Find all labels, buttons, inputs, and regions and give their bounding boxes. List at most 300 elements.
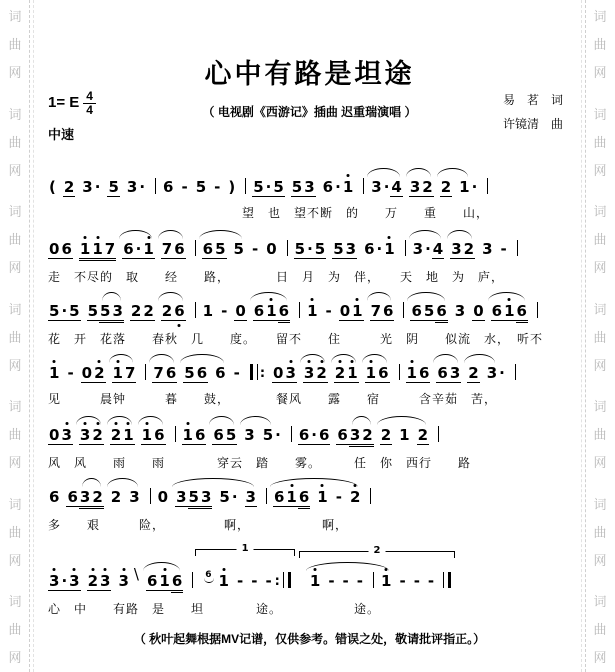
- note: ·: [61, 572, 68, 590]
- note: 3: [285, 364, 296, 382]
- note: 2: [380, 426, 392, 444]
- note: 3: [303, 364, 315, 382]
- watermark-char: 网: [593, 65, 607, 80]
- note: 3: [371, 178, 382, 196]
- note: 6: [146, 572, 158, 590]
- note: 5: [253, 178, 264, 196]
- lyrics-line: 风 风 雨 雨 穿云 踏 雾。 任 你 西行 路: [48, 456, 472, 470]
- note: 1: [49, 364, 60, 382]
- watermark-text: [593, 104, 606, 179]
- note: -: [413, 572, 420, 590]
- note: 3: [486, 364, 498, 382]
- song-title: 心中有路是坦途: [204, 59, 415, 89]
- note: -: [356, 572, 364, 590]
- score-line: [42, 290, 577, 352]
- note: 6: [298, 489, 310, 509]
- note: 6: [516, 303, 528, 323]
- note: 5: [49, 302, 60, 320]
- notes-row: [42, 352, 577, 383]
- watermark-char: 词: [8, 496, 22, 512]
- watermark-text: [8, 104, 21, 179]
- volta-label: 1: [237, 543, 254, 554]
- slur-arc: [364, 178, 403, 197]
- note: 7: [370, 302, 382, 320]
- watermark-text: [593, 6, 606, 81]
- slur-arc: [237, 426, 274, 444]
- note: 1: [123, 426, 134, 444]
- note: 1: [365, 364, 377, 382]
- watermark-text: [8, 591, 21, 666]
- score: [42, 166, 577, 616]
- note: 5: [195, 178, 207, 196]
- notes-row: [42, 543, 577, 593]
- barline: [517, 240, 518, 256]
- notes-row: [42, 290, 577, 323]
- note: 1: [317, 488, 328, 506]
- note: 7: [124, 364, 136, 382]
- note: 6: [378, 364, 389, 382]
- note: 3: [482, 240, 493, 258]
- note: ·: [471, 178, 478, 196]
- note: 3: [69, 572, 80, 590]
- note: 6: [278, 303, 290, 323]
- barline: [438, 426, 439, 442]
- note: 6: [194, 426, 206, 444]
- barline: [537, 302, 538, 318]
- note: ·: [231, 488, 238, 506]
- score-line: [42, 352, 577, 414]
- volta-label: 2: [369, 545, 386, 556]
- note: 6: [67, 488, 78, 506]
- watermark-char: 网: [593, 552, 607, 568]
- note: 5: [273, 178, 284, 196]
- note: -: [335, 488, 342, 506]
- time-signature-numerator: 4: [83, 90, 96, 104]
- note: 6: [383, 302, 394, 320]
- slur-arc: [73, 426, 104, 445]
- note: ·: [139, 178, 146, 196]
- note: 2: [468, 364, 479, 382]
- note: 2: [417, 426, 429, 444]
- slur-arc: [177, 364, 226, 383]
- watermark-text: [593, 494, 606, 569]
- transcription-note: （ 秋叶起舞根据MV记谱，仅供参考。错误之处，敬请批评指正。）: [133, 632, 486, 646]
- watermark-char: 词: [8, 301, 22, 317]
- barline: [155, 178, 156, 194]
- watermark-char: 曲: [8, 524, 22, 540]
- watermark-char: 曲: [593, 37, 607, 52]
- watermark-char: 曲: [8, 329, 22, 345]
- note: 6: [411, 302, 422, 320]
- note: 1: [352, 302, 363, 320]
- note: 1: [307, 302, 318, 320]
- note: 5: [233, 240, 244, 258]
- note: 6: [322, 178, 334, 196]
- note: 2: [316, 364, 327, 382]
- barline: [245, 178, 246, 194]
- note: 2: [91, 489, 103, 509]
- watermark-char: 词: [593, 594, 607, 609]
- note: 1: [79, 241, 91, 261]
- barline: [370, 488, 371, 504]
- barline: [195, 302, 196, 318]
- border-dashed-line-left: [29, 0, 30, 672]
- note: 2: [422, 178, 433, 196]
- note: 2: [143, 302, 154, 320]
- note: 3: [111, 303, 123, 323]
- note: -: [427, 572, 435, 590]
- note: 2: [361, 427, 373, 447]
- watermark-column-right: [585, 0, 615, 672]
- watermark-char: 词: [593, 106, 607, 122]
- note: 1: [381, 572, 392, 590]
- note: -: [399, 572, 406, 590]
- watermark-char: 词: [8, 9, 22, 24]
- note: 3: [49, 572, 60, 590]
- note: 5: [333, 240, 344, 258]
- note: 5: [225, 426, 237, 444]
- note: 2: [110, 426, 122, 444]
- slur-arc: [485, 302, 528, 323]
- repeat-end-sign: [273, 572, 291, 590]
- note: -: [500, 240, 507, 258]
- note: 5: [99, 303, 111, 323]
- lyrics-line: 见 晨钟 暮 鼓， 餐风 露 宿 含辛茹 苦，: [48, 392, 498, 406]
- note: ·: [425, 240, 431, 258]
- slur-arc: [297, 364, 328, 383]
- slur-arc: [349, 426, 374, 447]
- note: 6: [61, 240, 72, 258]
- note: 5: [215, 240, 226, 258]
- note: 0: [49, 240, 60, 258]
- note: ·: [275, 426, 281, 444]
- watermark-text: [593, 396, 606, 471]
- watermark-char: 网: [593, 260, 607, 275]
- note: 6: [253, 302, 265, 320]
- note: -: [67, 364, 74, 382]
- note: 5: [87, 302, 99, 320]
- note: 6: [154, 426, 165, 444]
- note: 2: [87, 572, 99, 590]
- note: 2: [94, 364, 105, 382]
- note: ·: [61, 302, 68, 320]
- slur-arc: [247, 302, 290, 323]
- watermark-char: 曲: [593, 427, 607, 442]
- note: 2: [161, 302, 173, 320]
- score-line: [42, 414, 577, 476]
- note: 1: [159, 572, 170, 590]
- watermark-char: 词: [593, 399, 607, 414]
- note: ·: [335, 178, 341, 196]
- note: -: [265, 572, 272, 590]
- note: -: [181, 178, 188, 196]
- watermark-char: 词: [593, 301, 607, 317]
- watermark-text: [593, 299, 606, 374]
- time-signature: [83, 90, 96, 116]
- note: 1: [112, 364, 123, 382]
- composer-credit: 许镜清 曲: [502, 117, 563, 131]
- note: 1: [399, 426, 410, 444]
- score-line: [42, 476, 577, 538]
- note: 3: [126, 178, 138, 196]
- key-signature: 1= E: [48, 94, 80, 112]
- slur-arc: [99, 302, 124, 323]
- note: 0: [473, 302, 484, 320]
- time-signature-denominator: 4: [86, 102, 93, 117]
- slur-arc: [461, 364, 498, 383]
- barline: [150, 488, 151, 504]
- lyrics-line: 望 也 望不断 的 万 重 山，: [242, 206, 490, 220]
- note: 6: [163, 178, 174, 196]
- note: -: [233, 364, 240, 382]
- note: 3: [345, 240, 357, 258]
- watermark-text: [8, 299, 21, 374]
- note: 6: [435, 303, 447, 323]
- note: 6: [165, 364, 177, 382]
- watermark-char: 曲: [8, 427, 22, 442]
- watermark-char: 网: [8, 162, 22, 178]
- border-dashed-line-left-2: [33, 0, 34, 672]
- slur-arc: [146, 364, 177, 383]
- song-subtitle: （ 电视剧《西游记》插曲 迟重瑞演唱 ）: [202, 105, 417, 119]
- notes-row: [42, 228, 577, 261]
- repeat-dots: :: [274, 574, 280, 589]
- note: 3: [245, 488, 256, 506]
- note: 6: [213, 426, 224, 444]
- watermark-text: [8, 201, 21, 276]
- note: 6: [418, 364, 430, 382]
- note: 3: [82, 178, 93, 196]
- note: 1: [286, 488, 297, 506]
- watermark-char: 词: [8, 204, 22, 219]
- watermark-char: 曲: [593, 134, 607, 150]
- grace-note: 6: [205, 570, 212, 580]
- note: 3: [61, 426, 72, 444]
- note: 6: [337, 426, 348, 444]
- note: ·: [383, 178, 390, 196]
- note: ·: [265, 178, 272, 196]
- note: 6: [123, 240, 134, 258]
- note: 3: [454, 302, 466, 320]
- repeat-barline: [283, 572, 291, 588]
- lyrics-line: 花 开 花落 春秋 几 度。 留不 住 光 阴 似流 水， 听不: [48, 332, 544, 346]
- note: 5: [188, 489, 200, 509]
- note: 1: [309, 572, 321, 590]
- barline: [373, 572, 374, 588]
- note: -: [342, 572, 349, 590]
- note: 6: [202, 240, 214, 258]
- note: 1: [406, 364, 417, 382]
- final-barline: [443, 572, 451, 588]
- credits-block: [503, 88, 563, 136]
- note: 3: [79, 489, 91, 509]
- note: 2: [130, 302, 142, 320]
- score-line: [42, 166, 577, 228]
- slur-arc: [106, 364, 137, 383]
- note: 3: [409, 178, 421, 196]
- repeat-barline: [250, 364, 258, 380]
- slur-arc: [104, 426, 135, 445]
- note: 1: [459, 178, 470, 196]
- slur-arc: [359, 364, 390, 383]
- note: 0: [81, 364, 93, 382]
- barline: [287, 240, 288, 256]
- slur-arc: [155, 240, 186, 259]
- watermark-char: 词: [593, 204, 607, 219]
- note: 4: [391, 178, 402, 196]
- slur-arc: [140, 572, 183, 593]
- slur-arc: [406, 240, 445, 259]
- notes-row: [42, 476, 577, 509]
- watermark-text: [8, 396, 21, 471]
- note: ·: [376, 240, 383, 258]
- notes-row: [42, 414, 577, 447]
- watermark-char: 网: [8, 357, 22, 373]
- note: 5: [219, 488, 230, 506]
- note: 6: [273, 488, 285, 506]
- barline: [299, 302, 300, 318]
- note: ·: [94, 178, 101, 196]
- slur-arc: [430, 364, 461, 383]
- watermark-char: 词: [593, 496, 607, 512]
- barline: [175, 426, 176, 442]
- slur-arc: [206, 426, 237, 445]
- note: 6: [318, 426, 330, 444]
- slur-arc: [364, 302, 395, 321]
- tempo-marking: 中速: [48, 127, 75, 143]
- slur-arc: [135, 426, 166, 445]
- slur-arc: [434, 178, 471, 197]
- note: 5: [423, 302, 435, 320]
- note: ·: [311, 426, 317, 444]
- note: 6: [437, 364, 448, 382]
- note: 3: [244, 426, 255, 444]
- slur-arc: [374, 426, 429, 445]
- watermark-column-left: [0, 0, 30, 672]
- note: 1: [182, 426, 193, 444]
- note: 6: [174, 240, 185, 258]
- note: -: [214, 178, 221, 196]
- barline: [399, 364, 400, 380]
- volta-ending-1: [193, 543, 297, 590]
- note: 2: [463, 240, 475, 258]
- watermark-char: 曲: [8, 37, 22, 52]
- breath-mark: \: [133, 565, 139, 583]
- note: 0: [49, 426, 60, 444]
- watermark-char: 曲: [593, 329, 607, 345]
- watermark-char: 网: [593, 357, 607, 373]
- watermark-char: 网: [8, 552, 22, 568]
- volta-ending-2: [297, 545, 457, 590]
- note: 3: [100, 572, 111, 590]
- slur-arc: [155, 302, 186, 321]
- slur-arc: [403, 178, 434, 197]
- note: 0: [273, 364, 284, 382]
- watermark-text: [593, 201, 606, 276]
- slur-arc: [116, 240, 155, 259]
- watermark-char: 网: [8, 65, 22, 80]
- note: 1: [91, 241, 103, 261]
- note: 2: [92, 426, 103, 444]
- note: 5: [69, 302, 80, 320]
- watermark-char: 网: [593, 162, 607, 178]
- note: -: [236, 572, 244, 590]
- note: 5: [314, 240, 326, 258]
- barline: [487, 178, 488, 194]
- note: 3: [200, 489, 212, 509]
- note: 0: [339, 302, 351, 320]
- note: 6: [49, 488, 60, 506]
- watermark-text: [593, 591, 606, 666]
- note: 6: [491, 302, 503, 320]
- slur-arc: [196, 240, 245, 259]
- border-dashed-line-right-2: [581, 0, 582, 672]
- watermark-text: [8, 6, 21, 81]
- note: 3: [118, 572, 129, 590]
- note: ·: [307, 240, 313, 258]
- note: 7: [104, 241, 116, 261]
- note: 1: [141, 426, 153, 444]
- sheet-page: [42, 0, 577, 647]
- lyricist-credit: 易 茗 词: [502, 93, 563, 107]
- note: 3: [176, 488, 187, 506]
- slur-arc: [169, 488, 257, 509]
- watermark-char: 曲: [593, 524, 607, 540]
- note: 2: [63, 178, 75, 196]
- note: 6: [174, 302, 185, 320]
- note: 1: [266, 302, 277, 320]
- score-line: [42, 543, 577, 616]
- note: 2: [349, 488, 361, 506]
- slur-arc: [444, 240, 475, 259]
- note: 5: [291, 178, 303, 196]
- note: 5: [108, 178, 119, 196]
- note: 1: [384, 240, 395, 258]
- watermark-char: 网: [593, 455, 607, 470]
- watermark-char: 词: [8, 106, 22, 122]
- note: 1: [202, 302, 214, 320]
- note: 1: [143, 240, 154, 258]
- note: 7: [153, 364, 164, 382]
- border-dashed-line-right: [585, 0, 586, 672]
- watermark-char: 曲: [8, 232, 22, 247]
- note: 0: [266, 240, 277, 258]
- slur-arc: [104, 488, 141, 506]
- note: 5: [262, 426, 274, 444]
- note: ·: [499, 364, 505, 382]
- note: 6: [215, 364, 226, 382]
- watermark-text: [8, 494, 21, 569]
- watermark-char: 词: [8, 594, 22, 609]
- note: 6: [364, 240, 375, 258]
- lyrics-line: 走 不尽的 取 经 路， 日 月 为 伴， 天 地 为 庐，: [48, 270, 505, 284]
- note: 1: [347, 364, 358, 382]
- slur-arc: [303, 572, 393, 590]
- slur-arc: [328, 364, 359, 383]
- note: 3: [451, 240, 462, 258]
- note: 6: [171, 573, 183, 593]
- note: 1: [504, 302, 515, 320]
- watermark-char: 曲: [593, 232, 607, 247]
- watermark-char: 网: [593, 650, 607, 665]
- note: -: [221, 302, 228, 320]
- note: 3: [349, 427, 361, 447]
- note: 1: [342, 178, 354, 196]
- watermark-char: 网: [8, 455, 22, 470]
- note: 3: [129, 488, 140, 506]
- lyrics-line: 心 中 有路 是 坦 途。 途。: [48, 602, 381, 616]
- note: -: [328, 572, 335, 590]
